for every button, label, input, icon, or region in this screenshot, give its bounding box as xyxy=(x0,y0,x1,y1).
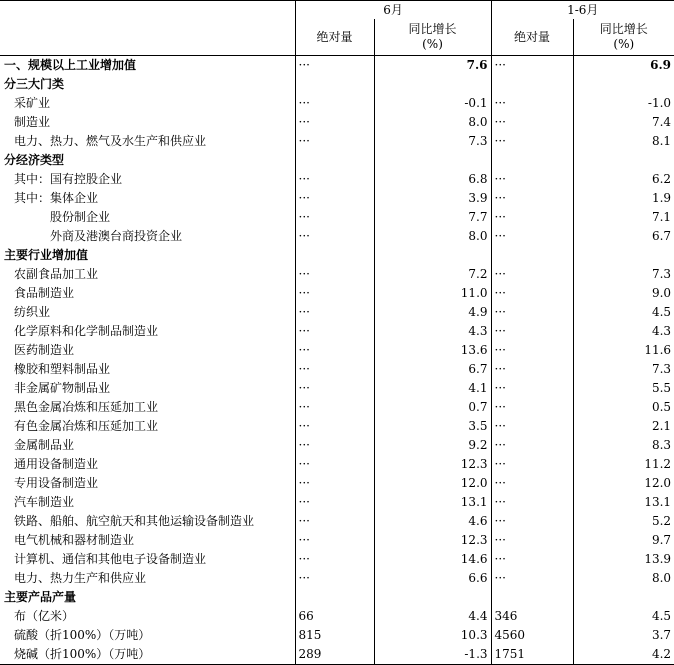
cell-june-absolute: ··· xyxy=(295,113,374,132)
cell-h1-growth: 6.7 xyxy=(573,227,674,246)
cell-june-absolute: ··· xyxy=(295,360,374,379)
row-label: 硫酸（折100%）（万吨） xyxy=(14,628,151,642)
cell-june-absolute: ··· xyxy=(295,284,374,303)
cell-june-absolute: ··· xyxy=(295,417,374,436)
table-row xyxy=(0,94,674,113)
header-abs-1: 绝对量 xyxy=(295,19,374,56)
cell-june-absolute: ··· xyxy=(295,341,374,360)
table-row xyxy=(0,265,674,284)
table-row xyxy=(0,189,674,208)
cell-june-growth: 4.9 xyxy=(374,303,491,322)
row-label: 外商及港澳台商投资企业 xyxy=(50,229,183,243)
cell-h1-growth: 7.3 xyxy=(573,360,674,379)
cell-h1-growth xyxy=(573,246,674,265)
cell-h1-absolute: ··· xyxy=(491,94,573,113)
table-row xyxy=(0,303,674,322)
table-row xyxy=(0,246,674,265)
header-period-jan-jun: 1-6月 xyxy=(491,1,674,20)
cell-h1-absolute: ··· xyxy=(491,474,573,493)
cell-june-absolute: ··· xyxy=(295,512,374,531)
table-row xyxy=(0,56,674,76)
row-label: 其中：集体企业 xyxy=(14,191,99,205)
table-row xyxy=(0,436,674,455)
row-label: 专用设备制造业 xyxy=(14,476,99,490)
cell-h1-absolute: ··· xyxy=(491,360,573,379)
cell-h1-absolute: ··· xyxy=(491,379,573,398)
cell-h1-absolute: ··· xyxy=(491,512,573,531)
cell-h1-absolute xyxy=(491,75,573,94)
cell-h1-growth: 6.9 xyxy=(573,56,674,76)
row-label: 电力、热力、燃气及水生产和供应业 xyxy=(14,134,207,148)
cell-june-growth: 7.6 xyxy=(374,56,491,76)
table-row xyxy=(0,341,674,360)
cell-h1-absolute: ··· xyxy=(491,113,573,132)
cell-june-absolute: ··· xyxy=(295,303,374,322)
cell-june-growth xyxy=(374,246,491,265)
table-row xyxy=(0,645,674,665)
cell-june-growth: -0.1 xyxy=(374,94,491,113)
row-label: 其中：国有控股企业 xyxy=(14,172,123,186)
cell-june-absolute: ··· xyxy=(295,170,374,189)
cell-h1-absolute: ··· xyxy=(491,436,573,455)
header-period-june: 6月 xyxy=(295,1,491,20)
table-row xyxy=(0,474,674,493)
cell-h1-absolute: ··· xyxy=(491,265,573,284)
cell-june-growth: 4.1 xyxy=(374,379,491,398)
cell-h1-growth: 11.6 xyxy=(573,341,674,360)
row-label: 医药制造业 xyxy=(14,343,75,357)
cell-june-absolute xyxy=(295,246,374,265)
table-row xyxy=(0,417,674,436)
cell-h1-absolute: ··· xyxy=(491,531,573,550)
row-label: 布（亿米） xyxy=(14,609,75,623)
cell-june-absolute: ··· xyxy=(295,474,374,493)
cell-june-growth: 6.8 xyxy=(374,170,491,189)
cell-june-absolute: 289 xyxy=(295,645,374,665)
cell-june-growth: 3.9 xyxy=(374,189,491,208)
cell-h1-absolute: ··· xyxy=(491,550,573,569)
cell-june-absolute: ··· xyxy=(295,265,374,284)
table-row xyxy=(0,379,674,398)
cell-june-absolute: ··· xyxy=(295,569,374,588)
cell-h1-growth: 5.5 xyxy=(573,379,674,398)
table-row xyxy=(0,170,674,189)
cell-h1-growth: 6.2 xyxy=(573,170,674,189)
row-label: 股份制企业 xyxy=(50,210,111,224)
cell-june-absolute: ··· xyxy=(295,436,374,455)
row-label: 汽车制造业 xyxy=(14,495,75,509)
table-row xyxy=(0,493,674,512)
cell-june-absolute: ··· xyxy=(295,531,374,550)
cell-june-absolute xyxy=(295,588,374,607)
table-row xyxy=(0,455,674,474)
cell-h1-absolute: ··· xyxy=(491,417,573,436)
cell-june-absolute: ··· xyxy=(295,227,374,246)
table-row xyxy=(0,132,674,151)
cell-june-growth: 14.6 xyxy=(374,550,491,569)
table-row xyxy=(0,227,674,246)
cell-h1-growth: 7.1 xyxy=(573,208,674,227)
cell-june-absolute: ··· xyxy=(295,322,374,341)
cell-june-growth: 4.4 xyxy=(374,607,491,626)
table-row xyxy=(0,151,674,170)
cell-h1-absolute: ··· xyxy=(491,398,573,417)
table-row xyxy=(0,322,674,341)
cell-h1-growth xyxy=(573,75,674,94)
cell-h1-absolute xyxy=(491,151,573,170)
row-label: 橡胶和塑料制品业 xyxy=(14,362,111,376)
cell-june-growth xyxy=(374,75,491,94)
cell-june-growth: 12.3 xyxy=(374,455,491,474)
cell-june-growth: 7.3 xyxy=(374,132,491,151)
cell-june-growth: 8.0 xyxy=(374,113,491,132)
cell-h1-growth: 8.3 xyxy=(573,436,674,455)
cell-h1-growth xyxy=(573,588,674,607)
cell-june-growth: -1.3 xyxy=(374,645,491,665)
cell-h1-absolute xyxy=(491,246,573,265)
row-label: 一、规模以上工业增加值 xyxy=(4,58,137,72)
cell-h1-growth: 7.4 xyxy=(573,113,674,132)
cell-june-growth: 12.3 xyxy=(374,531,491,550)
table-row xyxy=(0,75,674,94)
header-abs-2: 绝对量 xyxy=(491,19,573,56)
cell-h1-growth: 8.0 xyxy=(573,569,674,588)
cell-june-growth xyxy=(374,151,491,170)
row-label: 食品制造业 xyxy=(14,286,75,300)
table-row xyxy=(0,398,674,417)
cell-h1-absolute: ··· xyxy=(491,569,573,588)
cell-june-growth: 4.6 xyxy=(374,512,491,531)
cell-june-absolute: ··· xyxy=(295,56,374,76)
cell-h1-absolute: ··· xyxy=(491,189,573,208)
cell-june-absolute: 66 xyxy=(295,607,374,626)
cell-june-growth: 13.6 xyxy=(374,341,491,360)
row-label: 农副食品加工业 xyxy=(14,267,99,281)
row-label: 黑色金属冶炼和压延加工业 xyxy=(14,400,159,414)
cell-h1-growth: 4.5 xyxy=(573,607,674,626)
table-row xyxy=(0,550,674,569)
cell-h1-growth: 5.2 xyxy=(573,512,674,531)
cell-h1-absolute xyxy=(491,588,573,607)
cell-june-growth: 7.2 xyxy=(374,265,491,284)
cell-h1-growth: 4.2 xyxy=(573,645,674,665)
cell-h1-growth: 4.3 xyxy=(573,322,674,341)
cell-june-absolute: 815 xyxy=(295,626,374,645)
cell-h1-absolute: 346 xyxy=(491,607,573,626)
row-label: 非金属矿物制品业 xyxy=(14,381,111,395)
cell-h1-growth: 2.1 xyxy=(573,417,674,436)
row-label: 烧碱（折100%）（万吨） xyxy=(0,645,295,665)
row-label: 采矿业 xyxy=(14,96,51,110)
cell-june-absolute: ··· xyxy=(295,398,374,417)
table-row xyxy=(0,588,674,607)
table-row xyxy=(0,531,674,550)
row-label: 电气机械和器材制造业 xyxy=(14,533,135,547)
cell-h1-growth: 12.0 xyxy=(573,474,674,493)
row-label: 分经济类型 xyxy=(4,153,65,167)
cell-june-absolute: ··· xyxy=(295,94,374,113)
table-row xyxy=(0,607,674,626)
cell-h1-growth: 7.3 xyxy=(573,265,674,284)
cell-h1-growth: -1.0 xyxy=(573,94,674,113)
table-row xyxy=(0,208,674,227)
cell-h1-absolute: ··· xyxy=(491,208,573,227)
row-label: 制造业 xyxy=(14,115,51,129)
cell-june-absolute: ··· xyxy=(295,208,374,227)
cell-june-growth: 6.7 xyxy=(374,360,491,379)
cell-h1-growth: 3.7 xyxy=(573,626,674,645)
cell-h1-absolute: ··· xyxy=(491,341,573,360)
cell-june-absolute: ··· xyxy=(295,189,374,208)
table-row xyxy=(0,512,674,531)
cell-h1-absolute: ··· xyxy=(491,455,573,474)
row-label: 有色金属冶炼和压延加工业 xyxy=(14,419,159,433)
cell-june-growth: 4.3 xyxy=(374,322,491,341)
cell-june-growth: 7.7 xyxy=(374,208,491,227)
cell-june-absolute xyxy=(295,151,374,170)
row-label: 通用设备制造业 xyxy=(14,457,99,471)
cell-june-absolute: ··· xyxy=(295,455,374,474)
cell-h1-growth: 13.9 xyxy=(573,550,674,569)
header-growth-2: 同比增长 (%) xyxy=(573,19,674,56)
header-blank-2 xyxy=(0,19,295,56)
row-label: 化学原料和化学制品制造业 xyxy=(14,324,159,338)
cell-h1-growth: 11.2 xyxy=(573,455,674,474)
row-label: 电力、热力生产和供应业 xyxy=(14,571,147,585)
cell-h1-absolute: 4560 xyxy=(491,626,573,645)
cell-h1-growth: 4.5 xyxy=(573,303,674,322)
cell-h1-growth xyxy=(573,151,674,170)
cell-june-growth: 13.1 xyxy=(374,493,491,512)
cell-h1-absolute: 1751 xyxy=(491,645,573,665)
row-label: 金属制品业 xyxy=(14,438,75,452)
cell-june-growth: 11.0 xyxy=(374,284,491,303)
cell-june-growth xyxy=(374,588,491,607)
cell-h1-growth: 9.0 xyxy=(573,284,674,303)
cell-june-absolute: ··· xyxy=(295,493,374,512)
cell-june-growth: 6.6 xyxy=(374,569,491,588)
row-label: 主要行业增加值 xyxy=(4,248,89,262)
table-row xyxy=(0,626,674,645)
row-label: 铁路、船舶、航空航天和其他运输设备制造业 xyxy=(14,514,255,528)
cell-h1-growth: 13.1 xyxy=(573,493,674,512)
table-row xyxy=(0,284,674,303)
cell-june-growth: 3.5 xyxy=(374,417,491,436)
cell-june-growth: 8.0 xyxy=(374,227,491,246)
cell-h1-absolute: ··· xyxy=(491,284,573,303)
cell-h1-absolute: ··· xyxy=(491,170,573,189)
cell-h1-growth: 0.5 xyxy=(573,398,674,417)
cell-h1-growth: 1.9 xyxy=(573,189,674,208)
cell-h1-absolute: ··· xyxy=(491,227,573,246)
row-label: 纺织业 xyxy=(14,305,51,319)
table-row xyxy=(0,113,674,132)
cell-h1-growth: 9.7 xyxy=(573,531,674,550)
cell-h1-absolute: ··· xyxy=(491,132,573,151)
cell-h1-absolute: ··· xyxy=(491,322,573,341)
cell-h1-growth: 8.1 xyxy=(573,132,674,151)
cell-h1-absolute: ··· xyxy=(491,56,573,76)
cell-h1-absolute: ··· xyxy=(491,303,573,322)
cell-june-absolute: ··· xyxy=(295,132,374,151)
cell-june-growth: 0.7 xyxy=(374,398,491,417)
cell-june-absolute: ··· xyxy=(295,379,374,398)
cell-june-growth: 10.3 xyxy=(374,626,491,645)
header-blank xyxy=(0,1,295,20)
header-growth-1: 同比增长 (%) xyxy=(374,19,491,56)
cell-june-growth: 12.0 xyxy=(374,474,491,493)
cell-h1-absolute: ··· xyxy=(491,493,573,512)
row-label: 计算机、通信和其他电子设备制造业 xyxy=(14,552,207,566)
table-row xyxy=(0,569,674,588)
cell-june-growth: 9.2 xyxy=(374,436,491,455)
table-row xyxy=(0,360,674,379)
row-label: 主要产品产量 xyxy=(4,590,77,604)
cell-june-absolute xyxy=(295,75,374,94)
cell-june-absolute: ··· xyxy=(295,550,374,569)
row-label: 分三大门类 xyxy=(4,77,65,91)
